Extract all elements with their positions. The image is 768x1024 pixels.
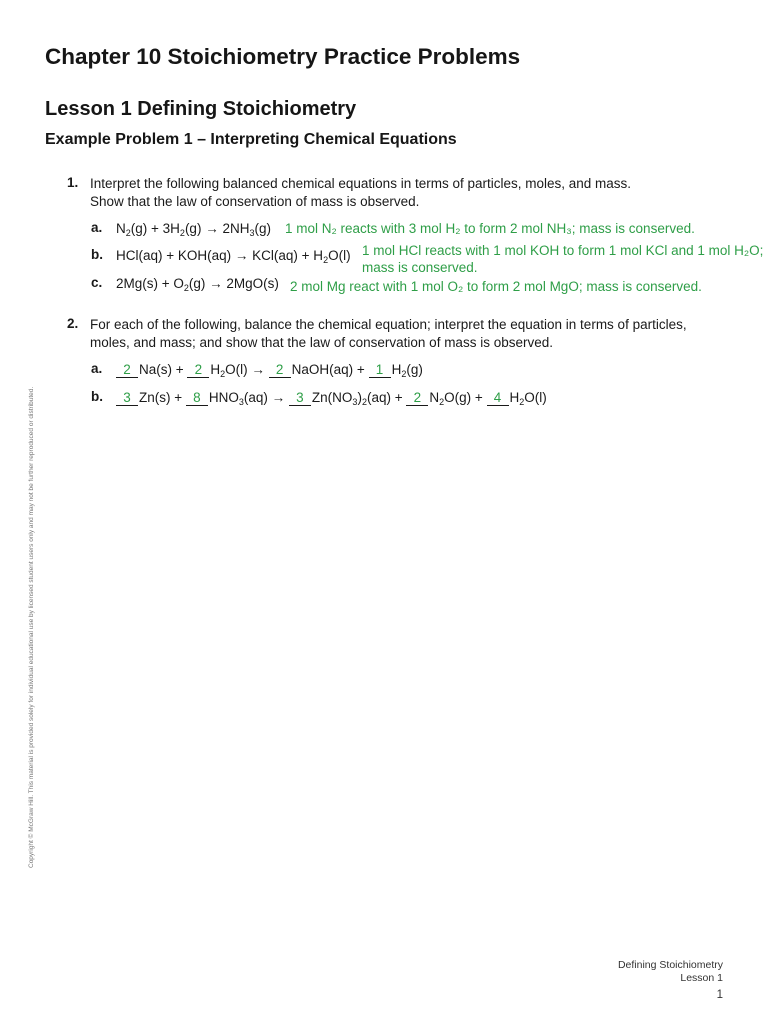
coefficient-blank: 2	[406, 391, 428, 406]
q2-part-a-equation: 2 Na(s) + 2 $H_2O(l) \to 2$ NaOH(aq) + 1 $H_2(g)$	[116, 361, 423, 379]
coefficient-blank: 2	[116, 363, 138, 378]
coefficient-blank: 3	[116, 391, 138, 406]
footer-lesson: Lesson 1	[680, 972, 723, 984]
copyright-notice: Copyright © McGraw Hill. This material is provided solely for individual educational use by licensed student users only and may not be further reproduced or distributed.	[28, 386, 35, 868]
q1-part-a-equation: $N_2(g) + 3H_2(g) \to 2NH_3(g)$	[116, 221, 271, 238]
coefficient-blank: 2	[269, 363, 291, 378]
question-2-prompt-line-1: For each of the following, balance the chemical equation; interpret the equation in terms of particles,	[90, 317, 687, 332]
q1-part-b-equation: $HCl(aq) + KOH(aq) \to KCl(aq) + H_2O(l)$	[116, 248, 351, 265]
footer-section-info	[618, 959, 723, 985]
q2-part-a-label: a.	[91, 361, 103, 376]
q1-part-c-answer: 2 mol Mg react with 1 mol O₂ to form 2 mol MgO; mass is conserved.	[290, 279, 702, 294]
footer-topic: Defining Stoichiometry	[617, 959, 723, 971]
page-title: Chapter 10 Stoichiometry Practice Problems	[45, 44, 521, 69]
q1-part-a-answer: 1 mol N₂ reacts with 3 mol H₂ to form 2 mol NH₃; mass is conserved.	[285, 221, 695, 236]
question-2-number: 2.	[67, 316, 79, 331]
q1-part-c-equation: $2Mg(s) + O_2(g) \to 2MgO(s)$	[116, 276, 279, 293]
page-number: 1	[716, 989, 723, 1001]
q1-part-b-label: b.	[91, 247, 103, 262]
q1-part-b-answer-line-1: 1 mol HCl reacts with 1 mol KOH to form 1 mol KCl and 1 mol H₂O;	[362, 243, 764, 258]
coefficient-blank: 4	[487, 391, 509, 406]
coefficient-blank: 2	[187, 363, 209, 378]
lesson-heading: Lesson 1 Defining Stoichiometry	[45, 98, 357, 120]
q1-part-c-label: c.	[91, 275, 103, 290]
question-1-prompt-line-2: Show that the law of conservation of mass is observed.	[90, 194, 420, 209]
q2-part-b-label: b.	[91, 389, 103, 404]
q1-part-a-label: a.	[91, 220, 103, 235]
question-1-prompt-line-1: Interpret the following balanced chemical equations in terms of particles, moles, and mass.	[90, 176, 632, 191]
question-2-prompt-line-2: moles, and mass; and show that the law of conservation of mass is observed.	[90, 335, 553, 350]
coefficient-blank: 8	[186, 391, 208, 406]
question-1-number: 1.	[67, 175, 79, 190]
q2-part-b-equation: 3 Zn(s) + 8 $HNO_3(aq) \to 3$ $Zn(NO_3)_2(aq) + 2$ $N_2O(g) + 4$ $H_2O(l)$	[116, 389, 547, 407]
q1-part-b-answer-line-2: mass is conserved.	[362, 260, 478, 275]
coefficient-blank: 3	[289, 391, 311, 406]
coefficient-blank: 1	[369, 363, 391, 378]
example-heading: Example Problem 1 – Interpreting Chemical Equations	[45, 131, 457, 148]
